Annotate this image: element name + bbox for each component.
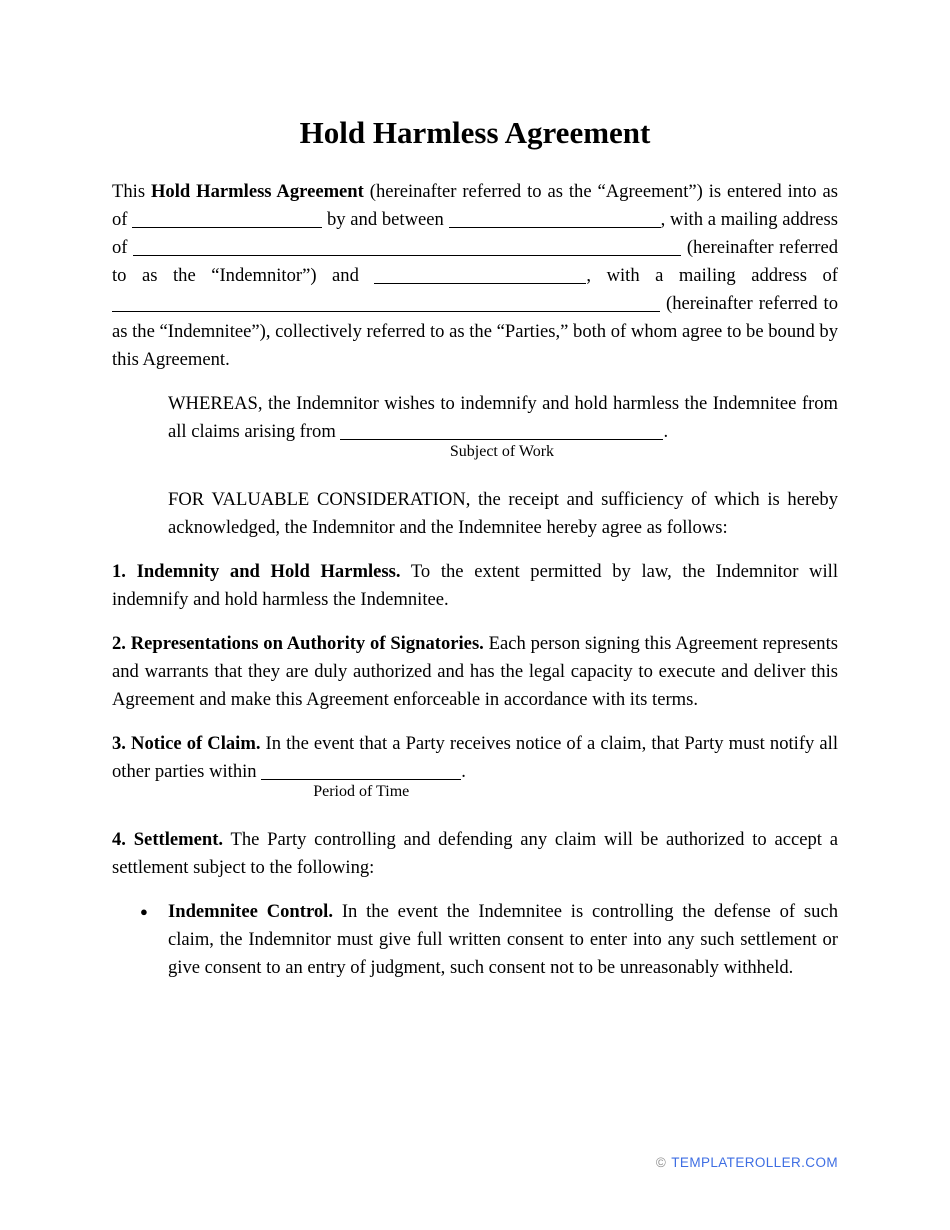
text-run: In the event the Indemnitee is controlling the defense of such claim, the Indemnitor must give full written consent to enter into any such settlement or give consent to an entry of judgment, such consent not to be unreasonably withheld. [168, 901, 838, 978]
indemnitee-address-blank [112, 291, 660, 312]
bullet-text [168, 898, 838, 982]
copyright-icon: © [655, 1155, 667, 1170]
whereas-recital [168, 390, 838, 460]
indemnitor-address-blank [133, 235, 681, 256]
document-title: Hold Harmless Agreement [299, 115, 651, 150]
agreement-date-blank [132, 207, 322, 228]
text-run: (hereinafter referred to as the “Indemnitee”), collectively referred to as the “Parties,” both of whom agree to be bound by this Agreement. [112, 293, 838, 370]
bold-text-run: 3. Notice of Claim. [112, 733, 261, 754]
text-run: . [461, 761, 466, 782]
text-run: WHEREAS, the Indemnitor wishes to indemnify and hold harmless the Indemnitee from all claims arising from [168, 393, 838, 442]
consideration-recital [168, 486, 838, 542]
section-2-representations [112, 630, 838, 714]
footer [656, 1149, 838, 1177]
text-run: . [663, 421, 669, 442]
text-run: This [112, 181, 151, 202]
notice-period-blank [261, 759, 461, 800]
text-run: , with a mailing address of [112, 209, 839, 258]
bold-text-run: 1. Indemnity and Hold Harmless. [112, 561, 401, 582]
document-body [112, 178, 838, 982]
indemnitor-name-blank [449, 207, 661, 228]
text-run: (hereinafter referred to as the “Agreement”) is entered into as of [112, 181, 838, 230]
field-caption: Period of Time [313, 783, 410, 800]
text-run: Each person signing this Agreement represents and warrants that they are duly authorized and has the legal capacity to execute and deliver this Agreement and make this Agreement enforceable in accordance with its terms. [112, 633, 838, 710]
subject-of-work-blank [340, 419, 663, 460]
section-1-indemnity [112, 558, 838, 614]
field-caption: Subject of Work [449, 443, 555, 460]
text-run: FOR VALUABLE CONSIDERATION, the receipt and sufficiency of which is hereby acknowledged, the Indemnitor and the Indemnitee hereby agree as follows: [168, 489, 838, 538]
section-3-notice-of-claim [112, 730, 838, 800]
bold-text-run: 4. Settlement. [112, 829, 224, 850]
text-run: The Party controlling and defending any claim will be authorized to accept a settlement subject to the following: [112, 829, 838, 878]
bullet-icon: ● [140, 904, 148, 919]
bold-text-run: 2. Representations on Authority of Signatories. [112, 633, 484, 654]
text-run: , with a mailing address of [586, 265, 838, 286]
text-run: (hereinafter referred to as the “Indemnitor”) and [112, 237, 839, 286]
text-run: In the event that a Party receives notice of a claim, that Party must notify all other parties within [112, 733, 838, 782]
indemnitee-name-blank [374, 263, 586, 284]
text-run: by and between [322, 209, 449, 230]
section-4-settlement [112, 826, 838, 882]
intro-paragraph [112, 178, 838, 374]
text-run: To the extent permitted by law, the Indemnitor will indemnify and hold harmless the Indemnitee. [112, 561, 838, 610]
bold-text-run: Hold Harmless Agreement [150, 181, 364, 202]
bullet-indemnitee-control [140, 898, 838, 982]
templateroller-link[interactable]: TEMPLATEROLLER.COM [671, 1155, 838, 1170]
document-content [112, 0, 838, 998]
bold-text-run: Indemnitee Control. [168, 901, 333, 922]
